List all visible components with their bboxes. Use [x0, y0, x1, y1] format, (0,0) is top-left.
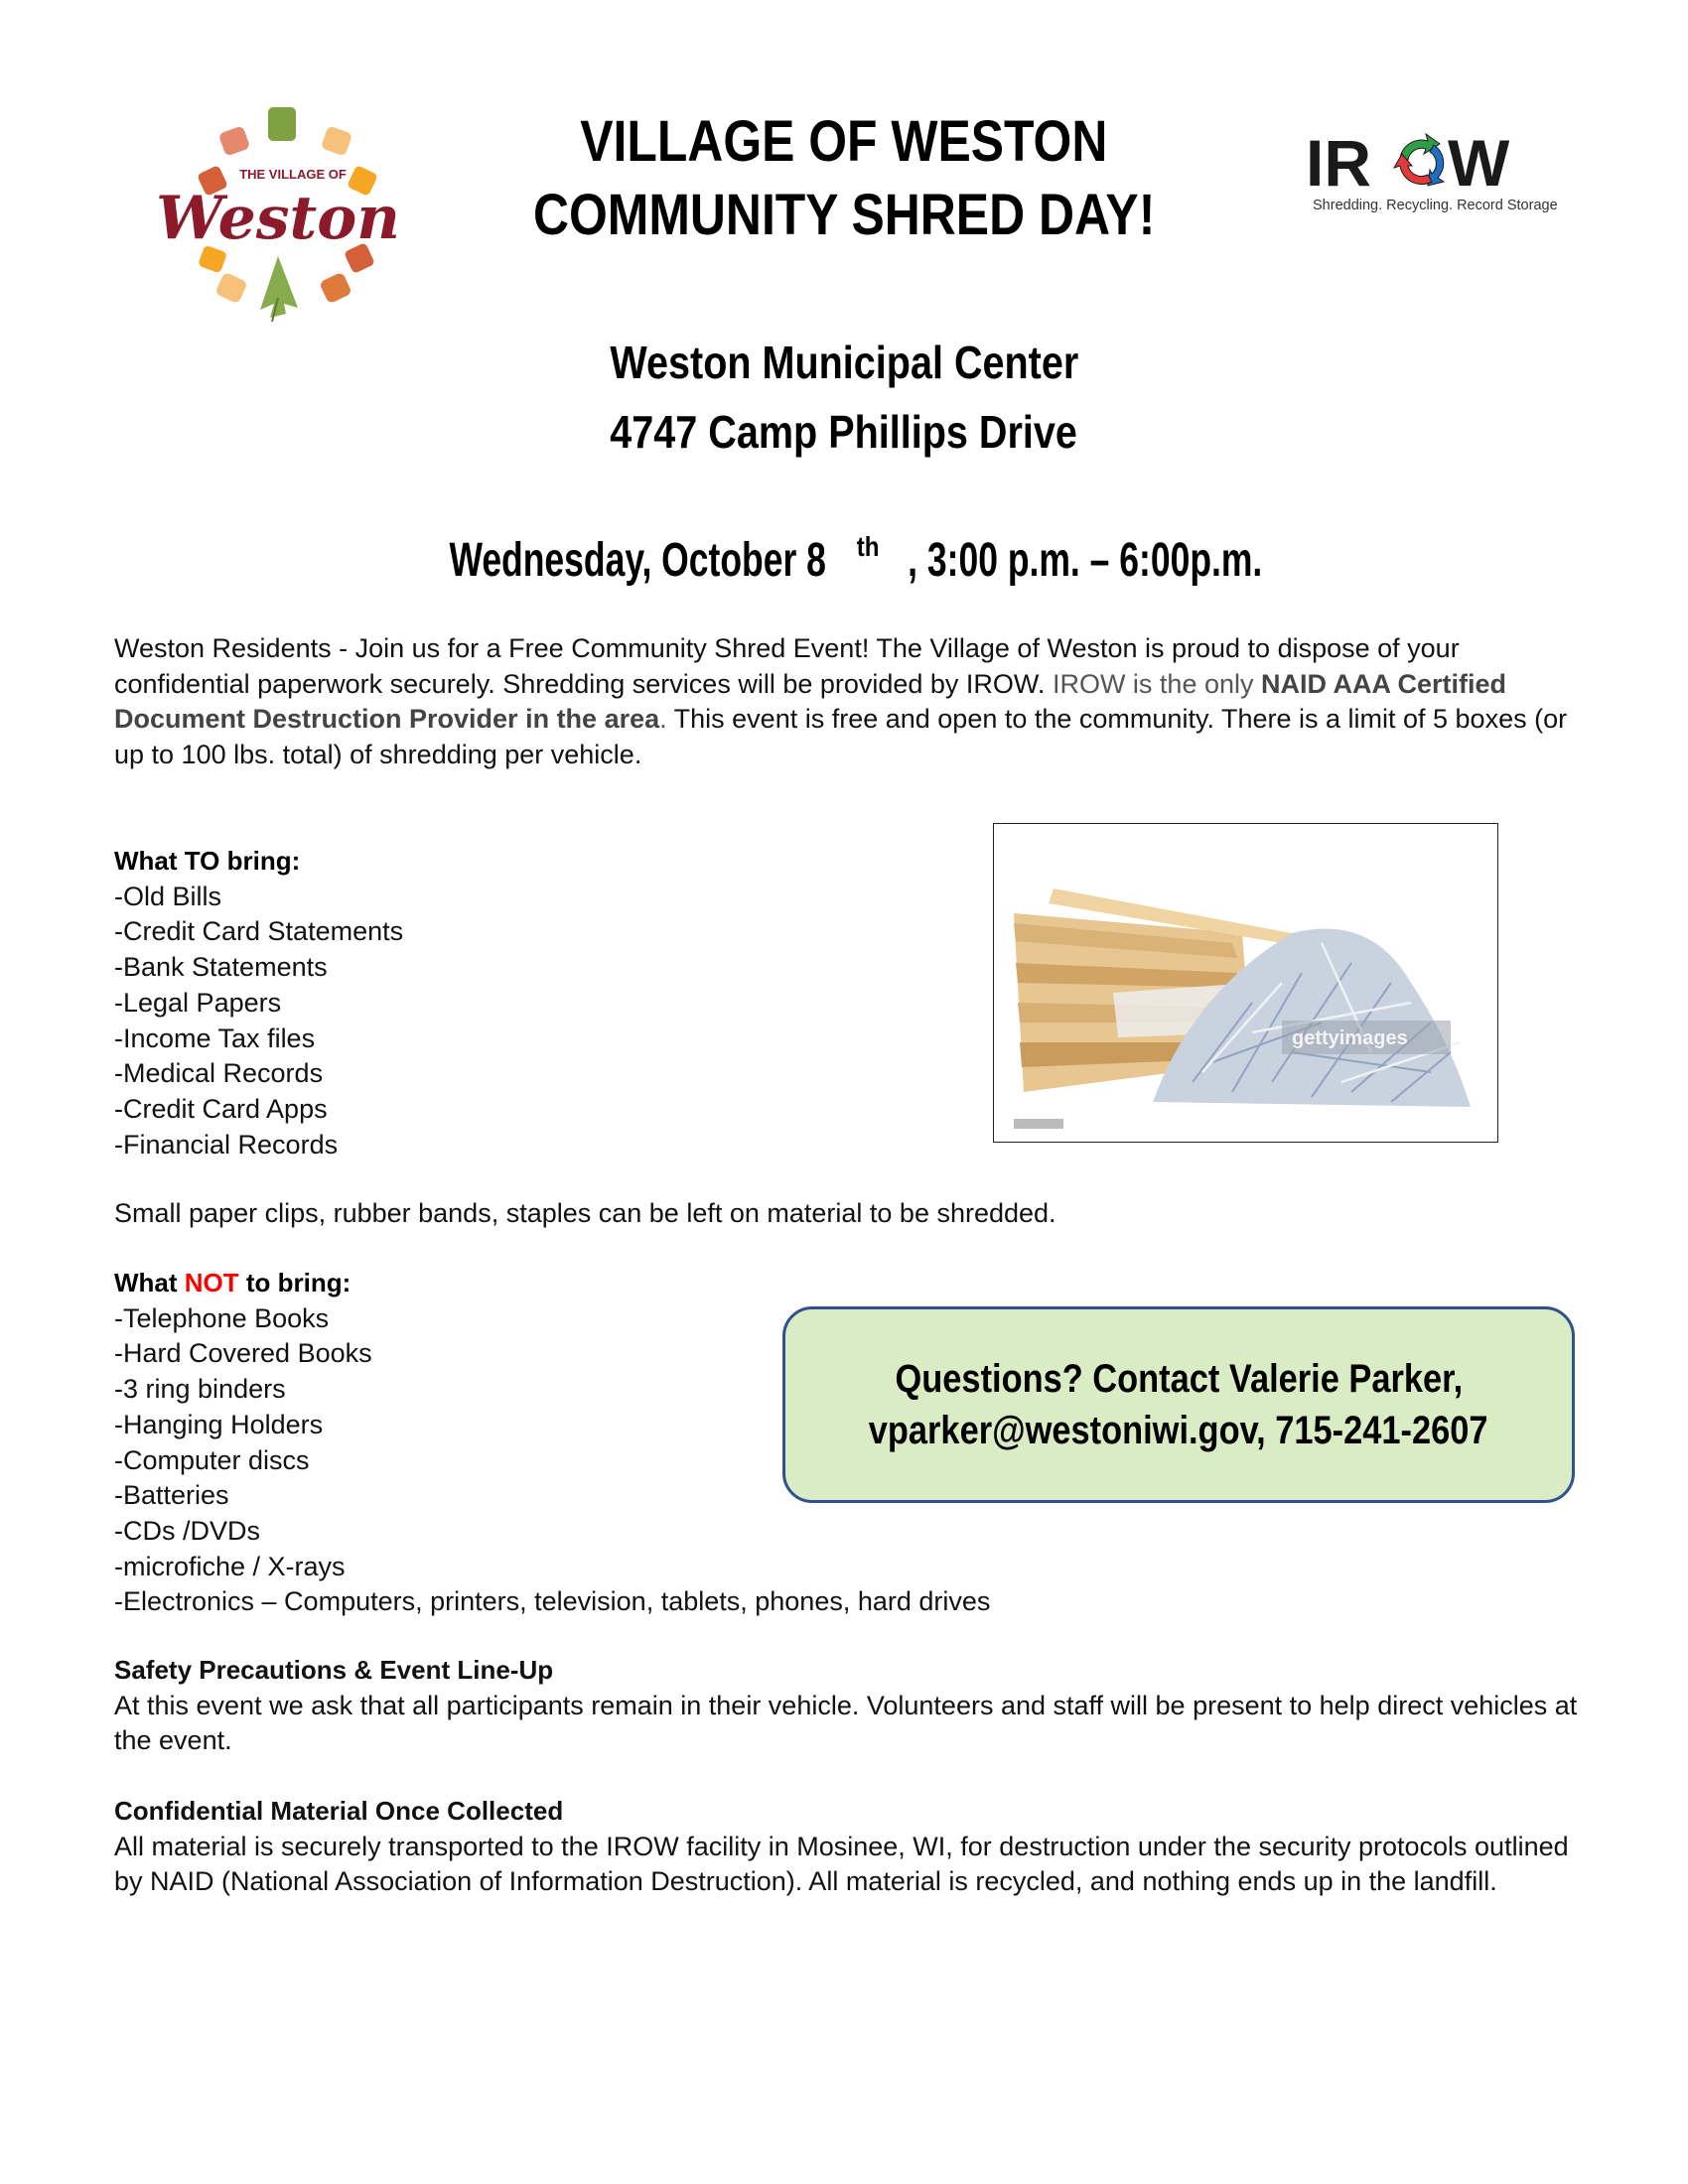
- what-to-bring-list: [114, 880, 809, 1163]
- event-date-time: Wednesday, October 8 $^{th}$ , 3:00 p.m. – 6:00p.m.: [449, 531, 1263, 587]
- list-item: -Hard Covered Books: [114, 1338, 372, 1369]
- list-item: -Legal Papers: [114, 987, 282, 1018]
- list-item: -Batteries: [114, 1480, 229, 1511]
- list-item: -Telephone Books: [114, 1302, 330, 1333]
- list-item: -Computer discs: [114, 1444, 310, 1475]
- list-item: -Credit Card Apps: [114, 1093, 328, 1124]
- what-not-to-bring-heading: What NOT to bring:: [114, 1268, 352, 1297]
- safety-heading: Safety Precautions & Event Line-Up: [114, 1655, 554, 1685]
- what-to-bring-heading: What TO bring:: [114, 846, 301, 876]
- list-item: -Medical Records: [114, 1058, 324, 1089]
- contact-callout: [782, 1306, 1575, 1503]
- list-item: -Financial Records: [114, 1129, 339, 1160]
- title-line-1: VILLAGE OF WESTON: [580, 109, 1108, 174]
- confidential-heading: Confidential Material Once Collected: [114, 1796, 564, 1826]
- list-item: -CDs /DVDs: [114, 1515, 260, 1546]
- safety-section: [114, 1653, 1584, 1759]
- svg-text:THE VILLAGE OF: THE VILLAGE OF: [239, 167, 347, 182]
- svg-text:gettyimages: gettyimages: [1292, 1027, 1408, 1049]
- shredded-paper-photo: [993, 823, 1498, 1143]
- list-item: -Credit Card Statements: [114, 916, 404, 947]
- venue-address: 4747 Camp Phillips Drive: [610, 406, 1078, 458]
- contact-line-2: vparker@westoniwi.gov, 715-241-2607: [869, 1409, 1488, 1452]
- title-line-2: COMMUNITY SHRED DAY!: [532, 183, 1156, 247]
- venue-name: Weston Municipal Center: [610, 337, 1078, 388]
- list-item: -3 ring binders: [114, 1374, 286, 1405]
- svg-text:W: W: [1448, 126, 1510, 200]
- contact-line-1: Questions? Contact Valerie Parker,: [895, 1357, 1463, 1401]
- safety-text: At this event we ask that all participants remain in their vehicle. Volunteers and staff will be present to help direct vehicles at the event.: [114, 1690, 1578, 1755]
- svg-text:Weston: Weston: [156, 184, 400, 253]
- list-item: -Income Tax files: [114, 1023, 316, 1053]
- confidential-section: [114, 1794, 1584, 1900]
- list-item: -Bank Statements: [114, 952, 328, 983]
- list-item: -Old Bills: [114, 881, 222, 911]
- list-item: -Electronics – Computers, printers, television, tablets, phones, hard drives: [114, 1586, 991, 1617]
- svg-text:Shredding. Recycling. Record S: Shredding. Recycling. Record Storage.: [1313, 198, 1559, 213]
- clips-note: Small paper clips, rubber bands, staples can be left on material to be shredded.: [114, 1198, 1056, 1228]
- what-to-bring-section: [114, 844, 809, 1162]
- list-item: -Hanging Holders: [114, 1409, 324, 1439]
- list-item: -microfiche / X-rays: [114, 1551, 346, 1581]
- svg-text:IR: IR: [1306, 126, 1371, 200]
- confidential-text: All material is securely transported to the IROW facility in Mosinee, WI, for destruction under the security protocols outlined by NAID (National Association of Information Destruction). All material is recycled, and nothing ends up in the landfill.: [114, 1831, 1569, 1896]
- intro-paragraph: Weston Residents - Join us for a Free Community Shred Event! The Village of Weston is proud to dispose of your confidential paperwork securely. Shredding services will be provided by IROW. IROW is the only NAID AAA Certified Document Destruction Provider in the area. This event is free and open to the community. There is a limit of 5 boxes (or up to 100 lbs. total) of shredding per vehicle.: [114, 633, 1568, 769]
